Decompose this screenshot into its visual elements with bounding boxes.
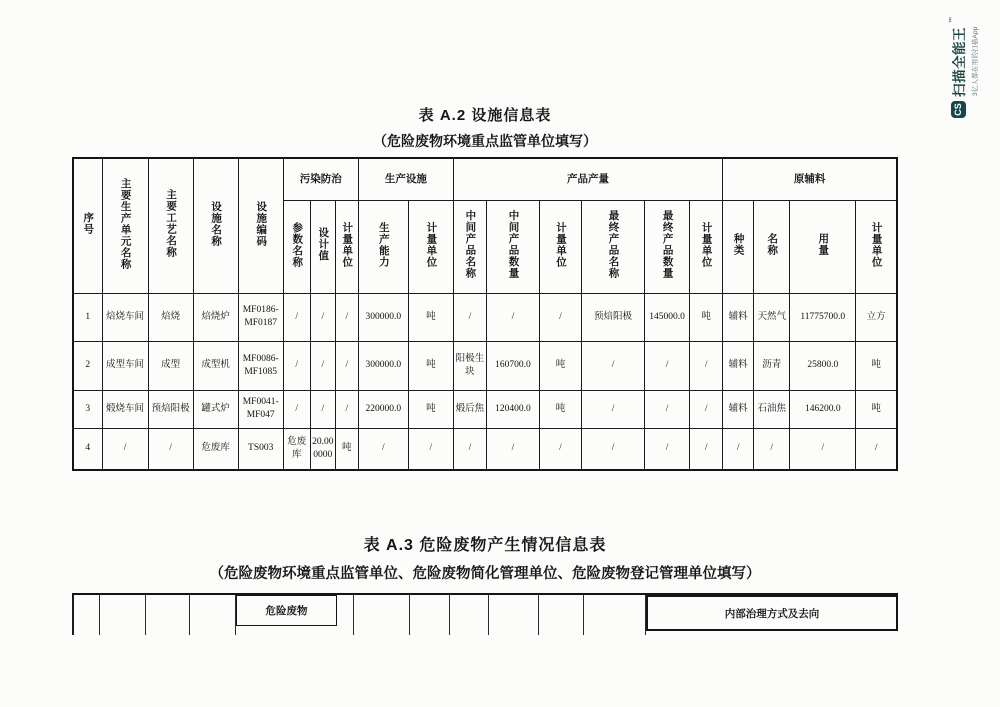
table-a2-title: 表 A.2 设施信息表	[418, 107, 552, 124]
watermark-tagline: 3亿人都在用的扫描App	[972, 26, 979, 96]
table-row	[73, 390, 897, 428]
a3-empty-cell	[450, 595, 489, 635]
a3-header-hazardous-waste: 危险废物	[236, 595, 337, 626]
table-a3-subtitle: （危险废物环境重点监管单位、危险废物简化管理单位、危险废物登记管理单位填写）	[209, 566, 761, 582]
a2-cell: /	[690, 390, 723, 428]
a2-cell: 煅后焦	[453, 390, 486, 428]
a2-cell: 吨	[856, 341, 897, 390]
a2-cell: 300000.0	[358, 293, 408, 341]
header-label: 计量单位	[425, 221, 438, 268]
a2-cell: /	[453, 428, 486, 470]
hazwaste-table-fragment	[72, 593, 898, 635]
a2-cell: 阳极生块	[453, 341, 486, 390]
header-label: 主要工艺名称	[165, 189, 178, 259]
a2-cell: 焙烧炉	[193, 293, 238, 341]
a2-header-cell	[582, 200, 645, 293]
a3-empty-cell	[410, 595, 450, 635]
a2-header-cell	[408, 200, 453, 293]
a2-header-cell	[73, 158, 102, 293]
a2-cell: MF0041-MF047	[238, 390, 283, 428]
a2-cell: 焙烧	[148, 293, 193, 341]
a3-empty-cell	[100, 595, 146, 635]
a2-cell: 160700.0	[486, 341, 539, 390]
watermark-brand-row	[948, 12, 968, 118]
a2-cell: 煅烧车间	[102, 390, 148, 428]
a2-cell: /	[335, 390, 358, 428]
a2-cell: /	[453, 293, 486, 341]
a2-header-cell	[723, 200, 754, 293]
a2-cell: 吨	[539, 341, 581, 390]
a2-cell: 成型	[148, 341, 193, 390]
a2-cell: 吨	[690, 293, 723, 341]
a2-cell: /	[539, 293, 581, 341]
table-a2-subtitle: （危险废物环境重点监管单位填写）	[373, 133, 597, 149]
a2-cell: 吨	[856, 390, 897, 428]
a2-cell: /	[486, 293, 539, 341]
table-a3-title: 表 A.3 危险废物产生情况信息表	[363, 537, 607, 554]
a2-cell: /	[358, 428, 408, 470]
a2-header-cell	[790, 200, 856, 293]
a2-cell: 20.000000	[310, 428, 335, 470]
a2-header-cell	[690, 200, 723, 293]
a3-empty-cell	[190, 595, 236, 635]
facility-info-table	[72, 157, 898, 471]
header-label: 种类	[732, 233, 745, 257]
a3-empty-cell	[74, 595, 100, 635]
a2-cell: /	[148, 428, 193, 470]
a2-cell: 危废库	[283, 428, 310, 470]
a2-header-cell	[335, 200, 358, 293]
a3-header-internal-treatment: 内部治理方式及去向	[646, 595, 898, 631]
a2-cell: /	[856, 428, 897, 470]
a2-cell: 沥青	[754, 341, 790, 390]
header-label: 用量	[817, 233, 830, 257]
a2-cell: 220000.0	[358, 390, 408, 428]
a2-group-header-production: 生产设施	[358, 158, 453, 200]
a2-cell: 辅料	[723, 341, 754, 390]
header-label: 计量单位	[555, 221, 567, 268]
a2-cell: 145000.0	[645, 293, 690, 341]
header-label: 设施名称	[210, 200, 223, 247]
header-label: 生产能力	[377, 221, 390, 268]
trademark-symbol: ™	[949, 17, 955, 23]
a2-header-cell	[358, 200, 408, 293]
table-row	[73, 293, 897, 341]
a2-cell: /	[102, 428, 148, 470]
a2-header-row-groups	[73, 158, 897, 200]
header-label: 设计值	[317, 227, 330, 262]
a2-cell: 成型机	[193, 341, 238, 390]
a2-cell: /	[310, 341, 335, 390]
a2-cell: 吨	[408, 341, 453, 390]
a2-cell: 120400.0	[486, 390, 539, 428]
header-label: 最终产品名称	[607, 210, 620, 280]
a2-cell: TS003	[238, 428, 283, 470]
a2-cell: /	[283, 390, 310, 428]
a2-group-header-product-output: 产品产量	[453, 158, 722, 200]
a2-cell: MF0086-MF1085	[238, 341, 283, 390]
a2-cell: /	[283, 341, 310, 390]
header-label: 计量单位	[870, 221, 883, 268]
a2-cell: 罐式炉	[193, 390, 238, 428]
header-label: 主要生产单元名称	[119, 177, 132, 270]
a2-group-header-materials: 原辅料	[723, 158, 897, 200]
a2-cell: 立方	[856, 293, 897, 341]
a2-cell: 吨	[408, 390, 453, 428]
a2-cell: 吨	[539, 390, 581, 428]
a2-cell: 146200.0	[790, 390, 856, 428]
header-label: 计量单位	[341, 221, 354, 268]
a2-cell: 3	[73, 390, 102, 428]
header-label: 最终产品数量	[661, 210, 674, 280]
a2-header-cell	[102, 158, 148, 293]
a2-cell: /	[754, 428, 790, 470]
a2-cell: MF0186-MF0187	[238, 293, 283, 341]
a2-cell: /	[690, 341, 723, 390]
a2-header-cell	[238, 158, 283, 293]
a2-cell: 25800.0	[790, 341, 856, 390]
a2-cell: /	[790, 428, 856, 470]
a2-cell: /	[539, 428, 581, 470]
a2-cell: /	[645, 341, 690, 390]
a2-cell: /	[723, 428, 754, 470]
a3-empty-cell	[489, 595, 539, 635]
header-label: 序号	[82, 212, 95, 236]
a2-cell: /	[335, 293, 358, 341]
a2-cell: 焙烧车间	[102, 293, 148, 341]
a2-cell: /	[408, 428, 453, 470]
a2-cell: 天然气	[754, 293, 790, 341]
table-row	[73, 428, 897, 470]
a3-empty-cell	[337, 595, 354, 635]
a2-cell: 11775700.0	[790, 293, 856, 341]
a2-header-cell	[539, 200, 581, 293]
a2-group-header-pollution: 污染防治	[283, 158, 358, 200]
header-label: 中间产品名称	[464, 210, 477, 280]
a2-cell: /	[310, 293, 335, 341]
a3-empty-cell	[584, 595, 646, 635]
a2-header-cell	[645, 200, 690, 293]
a2-cell: 成型车间	[102, 341, 148, 390]
a2-cell: /	[645, 428, 690, 470]
a2-cell: 辅料	[723, 293, 754, 341]
a2-cell: 预焙阳极	[148, 390, 193, 428]
a2-cell: 吨	[408, 293, 453, 341]
header-label: 计量单位	[700, 221, 713, 268]
a2-header-cell	[856, 200, 897, 293]
table-row	[73, 341, 897, 390]
a2-header-cell	[283, 200, 310, 293]
a2-cell: 预焙阳极	[582, 293, 645, 341]
a2-header-cell	[453, 200, 486, 293]
a2-cell: /	[335, 341, 358, 390]
camscanner-logo-icon: CS	[951, 101, 966, 118]
header-label: 中间产品数量	[507, 210, 520, 280]
a3-empty-cell	[146, 595, 190, 635]
watermark-brand-text: 扫描全能王	[952, 27, 967, 97]
a2-cell: /	[582, 428, 645, 470]
a3-empty-cell	[354, 595, 410, 635]
a2-header-cell	[310, 200, 335, 293]
a2-cell: 1	[73, 293, 102, 341]
a2-cell: 2	[73, 341, 102, 390]
a2-cell: 300000.0	[358, 341, 408, 390]
header-label: 参数名称	[291, 221, 304, 268]
a2-header-cell	[486, 200, 539, 293]
a2-cell: /	[310, 390, 335, 428]
header-label: 设施编码	[255, 200, 268, 247]
a2-header-cell	[148, 158, 193, 293]
a3-empty-cell	[539, 595, 584, 635]
a2-cell: /	[283, 293, 310, 341]
a2-cell: /	[582, 390, 645, 428]
a2-cell: 辅料	[723, 390, 754, 428]
a2-cell: 吨	[335, 428, 358, 470]
a2-cell: 4	[73, 428, 102, 470]
a2-cell: /	[486, 428, 539, 470]
a2-header-cell	[193, 158, 238, 293]
a2-cell: 危废库	[193, 428, 238, 470]
header-label: 名称	[766, 233, 779, 257]
camscanner-watermark	[948, 12, 979, 118]
a2-header-cell	[754, 200, 790, 293]
a2-cell: /	[690, 428, 723, 470]
a2-cell: /	[645, 390, 690, 428]
a2-cell: /	[582, 341, 645, 390]
a2-cell: 石油焦	[754, 390, 790, 428]
